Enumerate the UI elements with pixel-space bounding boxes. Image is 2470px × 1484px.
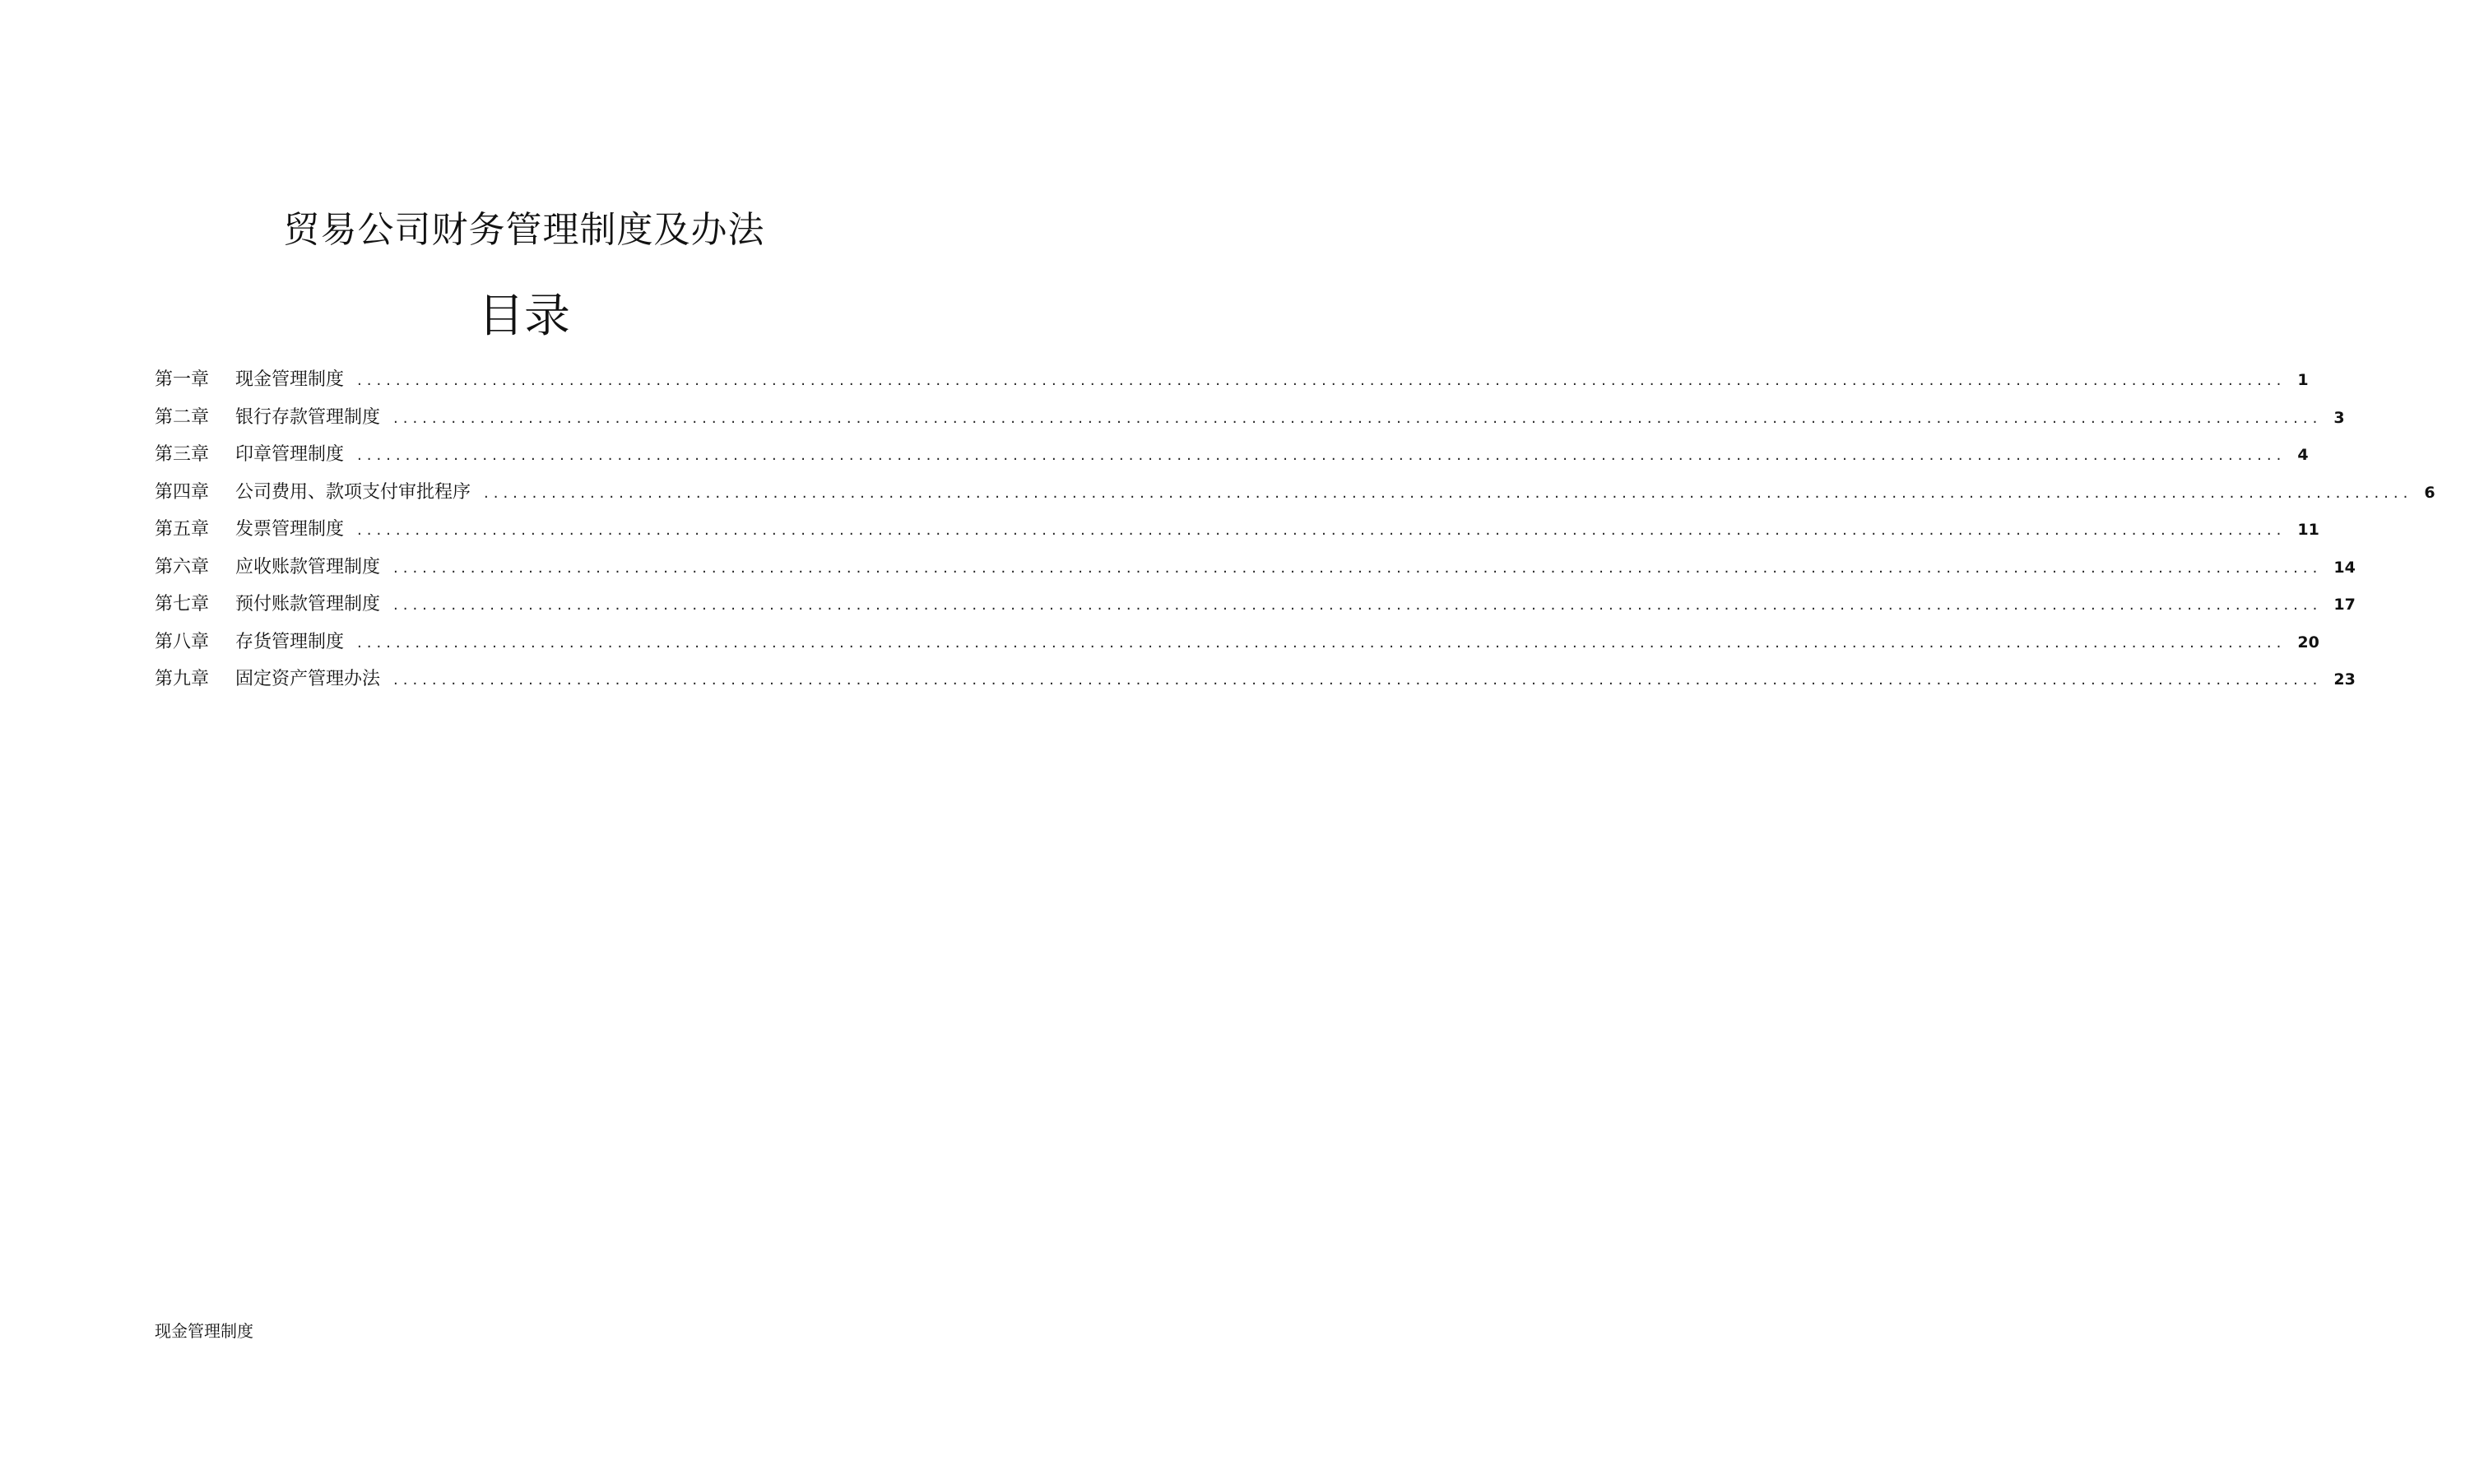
toc-chapter-title: 印章管理制度 (235, 444, 345, 465)
toc-leader-dots: ........................................................................................................................................................................................................ (393, 671, 2323, 689)
toc-chapter-number: 第二章 (155, 406, 210, 428)
toc-page-number: 6 (2424, 483, 2435, 502)
document-title: 贸易公司财务管理制度及办法 (283, 209, 765, 251)
toc-heading: 目录 (478, 290, 570, 343)
toc-leader-dots: ........................................................................................................................................................................................................ (393, 559, 2323, 577)
toc-entry[interactable] (155, 628, 2319, 665)
toc-chapter-title: 存货管理制度 (235, 631, 345, 652)
toc-chapter-title: 发票管理制度 (235, 519, 345, 540)
toc-chapter-title: 现金管理制度 (235, 369, 345, 390)
toc-chapter-title: 银行存款管理制度 (235, 406, 381, 428)
toc-leader-dots: ........................................................................................................................................................................................................ (357, 447, 2287, 464)
toc-leader-dots: ........................................................................................................................................................................................................ (393, 409, 2323, 427)
toc-entry[interactable] (155, 440, 2309, 478)
toc-entry[interactable] (155, 365, 2309, 403)
toc-entry[interactable] (155, 665, 2356, 703)
toc-chapter-number: 第六章 (155, 556, 210, 577)
toc-chapter-number: 第七章 (155, 594, 210, 614)
toc-leader-dots: ........................................................................................................................................................................................................ (484, 484, 2413, 502)
toc-leader-dots: ........................................................................................................................................................................................................ (357, 522, 2287, 539)
toc-chapter-number: 第四章 (155, 481, 210, 503)
toc-leader-dots: ........................................................................................................................................................................................................ (357, 372, 2287, 389)
toc-entry[interactable] (155, 515, 2319, 553)
toc-page-number: 4 (2297, 446, 2309, 464)
toc-chapter-number: 第九章 (155, 669, 210, 689)
toc-entry[interactable] (155, 478, 2435, 516)
toc-page-number: 11 (2297, 521, 2319, 539)
toc-chapter-title: 应收账款管理制度 (235, 556, 381, 577)
toc-leader-dots: ........................................................................................................................................................................................................ (393, 596, 2323, 614)
toc-leader-dots: ........................................................................................................................................................................................................ (357, 633, 2287, 652)
table-of-contents (155, 365, 2435, 703)
toc-page-number: 23 (2333, 670, 2356, 689)
toc-page-number: 17 (2333, 596, 2356, 614)
toc-chapter-number: 第三章 (155, 444, 210, 465)
toc-chapter-title: 固定资产管理办法 (235, 669, 381, 689)
toc-chapter-number: 第八章 (155, 631, 210, 652)
toc-entry[interactable] (155, 590, 2356, 628)
toc-page-number: 14 (2333, 558, 2356, 577)
toc-chapter-number: 第五章 (155, 519, 210, 540)
toc-chapter-title: 公司费用、款项支付审批程序 (235, 481, 471, 503)
toc-page-number: 20 (2297, 633, 2319, 652)
toc-entry[interactable] (155, 403, 2345, 441)
section-start-heading: 现金管理制度 (155, 1321, 253, 1341)
toc-chapter-title: 预付账款管理制度 (235, 594, 381, 614)
toc-entry[interactable] (155, 553, 2356, 591)
toc-page-number: 3 (2333, 408, 2345, 427)
toc-page-number: 1 (2297, 371, 2309, 389)
toc-chapter-number: 第一章 (155, 369, 210, 390)
